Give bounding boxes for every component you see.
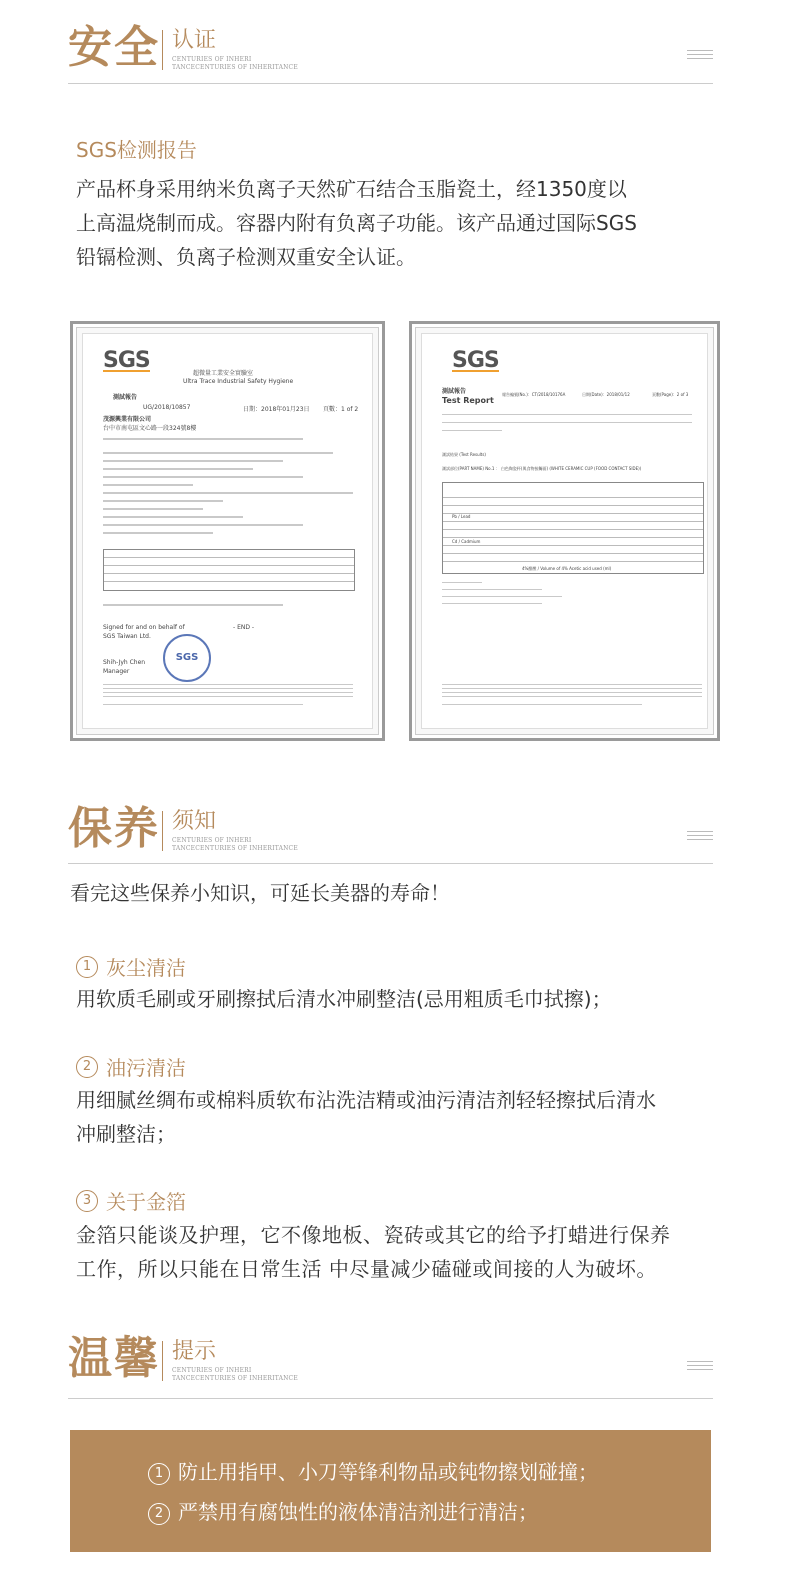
sgs-certificate-left [70,321,385,741]
warm-tip-item [148,1456,598,1485]
care-item-text [76,1218,671,1286]
cert-cd: Cd / Cadmium [452,539,481,544]
cert-number: UG/2018/10857 [143,404,191,411]
text-line [103,484,193,486]
text-line [103,500,223,502]
section-header-safety [68,22,713,82]
sgs-description-line: 上高温烧制而成。容器内附有负离子功能。该产品通过国际SGS [76,211,637,235]
text-line [103,508,203,510]
english-line-2: TANCECENTURIES OF INHERITANCE [172,64,298,71]
divider-bar [162,30,163,70]
care-text-line: 用软质毛刷或牙刷擦拭后清水冲刷整洁(忌用粗质毛巾拭擦)； [76,987,612,1011]
sgs-description-line: 铅镉检测、负离子检测双重安全认证。 [76,245,416,269]
text-line [103,604,283,606]
warm-tip-text: 防止用指甲、小刀等锋利物品或钝物擦划碰撞； [178,1460,598,1484]
cert-report-cn: 測試報告 [442,388,467,395]
text-line [103,696,353,697]
section-header-care [68,803,713,863]
english-line-1: CENTURIES OF INHERI [172,837,252,844]
cert-signer: Shih-Jyh Chen [103,659,146,666]
menu-lines-icon [687,50,713,62]
sgs-report-title: SGS检测报告 [76,138,197,162]
section-subtitle-english [172,837,298,853]
cert-company: 茂源興業有限公司 [103,416,152,423]
results-table [442,482,704,574]
care-text-line: 用细腻丝绸布或棉料质软布沾洗洁精或油污清洁剂轻轻擦拭后清水 [76,1088,656,1112]
cert-results-title: 測試結果 (Test Results) [442,452,486,457]
cert-end: - END - [233,624,255,631]
text-line [103,532,213,534]
care-item-title: 油污清洁 [106,1056,186,1080]
text-line [103,692,353,693]
cert-address: 台中市南屯區文心路一段324號8樓 [103,425,197,432]
cert-signer-title: Manager [103,668,130,675]
english-line-1: CENTURIES OF INHERI [172,1367,252,1374]
text-line [103,688,353,689]
cert-org-cn: 超微量工業安全實驗室 [193,370,254,377]
section-title-small: 提示 [172,1339,217,1364]
text-line [103,476,303,478]
text-line [442,688,702,689]
text-line [103,516,243,518]
cert-signed: Signed for and on behalf of [103,624,185,631]
cert-report-title: 測試報告 [113,394,138,401]
menu-lines-icon [687,831,713,843]
text-line [442,589,542,590]
care-text-line: 工作，所以只能在日常生活 中尽量减少磕碰或间接的人为破坏。 [76,1257,657,1281]
care-item-dust [76,952,186,981]
english-line-2: TANCECENTURIES OF INHERITANCE [172,1375,298,1382]
cert-signed-company: SGS Taiwan Ltd. [103,633,151,640]
sgs-seal: SGS [163,634,211,682]
section-title-big: 安全 [68,22,160,73]
text-line [442,684,702,685]
sgs-description [76,172,637,274]
section-rule [68,1398,713,1399]
menu-lines-icon [687,1361,713,1373]
cert-org-en: Ultra Trace Industrial Safety Hygiene [183,378,294,385]
text-line [103,452,333,454]
text-line [103,460,283,462]
english-line-1: CENTURIES OF INHERI [172,56,252,63]
results-table [103,549,355,591]
text-line [103,684,353,685]
text-line [103,524,303,526]
cert-note: 4%醋酸 / Volume of 4% Acetic acid used (ml) [522,566,612,571]
section-title-small: 须知 [172,809,217,834]
cert-date: 日期：2018年01月23日 [243,406,310,413]
care-intro: 看完这些保养小知识，可延长美器的寿命！ [70,881,450,905]
section-subtitle-english [172,56,298,72]
warm-tip-text: 严禁用有腐蚀性的液体清洁剂进行清洁； [178,1500,538,1524]
section-rule [68,863,713,864]
cert-number: 報告編號(No.)：CT/2018/10176A [502,392,566,397]
care-item-title: 灰尘清洁 [106,956,186,980]
text-line [442,422,692,423]
text-line [442,596,562,597]
section-title-big: 保养 [68,803,160,854]
care-item-title: 关于金箔 [106,1190,186,1214]
section-title-big: 温馨 [68,1333,160,1384]
text-line [103,468,253,470]
warm-tips-box [70,1430,711,1552]
section-subtitle-english [172,1367,298,1383]
divider-bar [162,811,163,851]
text-line [442,430,502,431]
section-rule [68,83,713,84]
text-line [103,704,303,705]
sgs-logo: SGS [103,348,150,373]
section-title-small: 认证 [172,28,217,53]
number-circle-icon: 2 [148,1503,170,1525]
sgs-certificate-right [409,321,720,741]
text-line [442,603,542,604]
number-circle-icon: 1 [76,956,98,978]
care-text-line: 金箔只能谈及护理，它不像地板、瓷砖或其它的给予打蜡进行保养 [76,1223,671,1247]
number-circle-icon: 2 [76,1056,98,1078]
care-item-gold-foil [76,1186,186,1215]
text-line [103,438,303,440]
cert-page: 頁數(Page)：2 of 3 [652,392,689,397]
cert-date: 日期(Date)：2018/01/12 [582,392,630,397]
sgs-logo: SGS [452,348,499,373]
number-circle-icon: 3 [76,1190,98,1212]
text-line [442,582,482,583]
text-line [442,692,702,693]
cert-report-en: Test Report [442,396,494,405]
number-circle-icon: 1 [148,1463,170,1485]
text-line [442,704,642,705]
cert-sample: 測試部位(PART NAME) No.1 ： 白色陶瓷杯(與食物接觸面) (WHITE CERAMIC CUP (FOOD CONTACT SIDE)) [442,466,642,471]
text-line [442,414,692,415]
divider-bar [162,1341,163,1381]
sgs-description-line: 产品杯身采用纳米负离子天然矿石结合玉脂瓷土，经1350度以 [76,177,627,201]
care-text-line: 冲刷整洁； [76,1122,176,1146]
care-item-text [76,982,612,1016]
section-header-warm [68,1333,713,1393]
cert-pb: Pb / Lead [452,514,471,519]
english-line-2: TANCECENTURIES OF INHERITANCE [172,845,298,852]
text-line [103,492,353,494]
warm-tip-item [148,1496,538,1525]
cert-page: 頁數：1 of 2 [323,406,359,413]
care-item-oil [76,1052,186,1081]
text-line [442,696,702,697]
care-item-text [76,1083,656,1151]
